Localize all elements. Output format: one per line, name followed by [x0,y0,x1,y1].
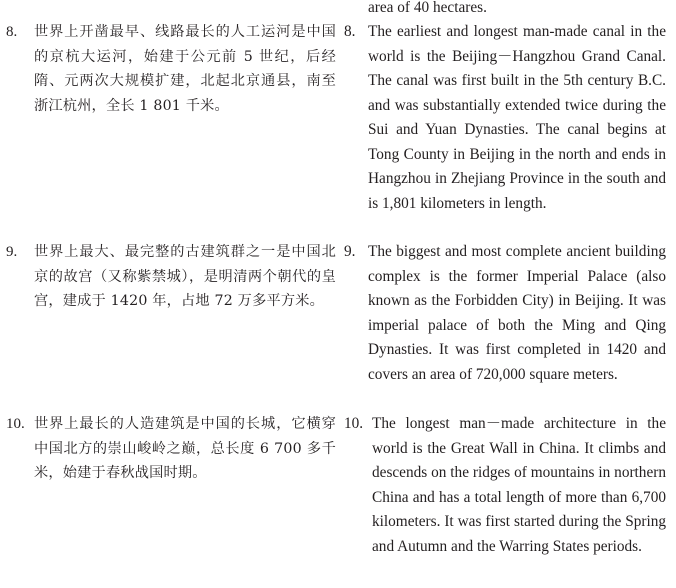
chinese-text: 世界上开凿最早、线路最长的人工运河是中国的京杭大运河，始建于公元前 5 世纪，后经隋、元两次大规模扩建，北起北京通县，南至浙江杭州，全长 1 801 千米。 [34,24,336,114]
english-paragraph [344,240,666,387]
item-number: 9. [6,244,18,260]
item-number: 10. [6,416,25,432]
chinese-text: 世界上最大、最完整的古建筑群之一是中国北京的故宫（又称紫禁城），是明清两个朝代的皇宫，建成于 1420 年，占地 72 万多平方米。 [34,244,336,309]
carryover-text: area of 40 hectares. [368,0,487,16]
chinese-paragraph [6,412,336,486]
chinese-text: 世界上最长的人造建筑是中国的长城，它横穿中国北方的崇山峻岭之巅，总长度 6 700 多千米，始建于春秋战国时期。 [34,416,336,481]
item-number: 8. [6,24,18,40]
english-paragraph [344,412,666,559]
english-paragraph [344,20,666,216]
item-number: 8. [344,23,356,40]
chinese-paragraph [6,240,336,314]
item-number: 10. [344,415,364,432]
item-number: 9. [344,243,356,260]
english-text: The earliest and longest man-made canal in the world is the Beijing－Hangzhou Grand Canal. The canal was first built in the 5th century B.C. and was substantially extended twice during the Sui and Yuan Dynasties. The canal begins at Tong County in Beijing in the north and ends in Hangzhou in Zhejiang Province in the south and is 1,801 kilometers in length. [368,23,666,212]
english-text: The longest man－made architecture in the world is the Great Wall in China. It climbs and descends on the ridges of mountains in northern China and has a total length of more than 6,700 kilometers. It was first started during the Spring and Autumn and the Warring States periods. [372,415,666,555]
english-text: The biggest and most complete ancient building complex is the former Imperial Palace (also known as the Forbidden City) in Beijing. It was imperial palace of both the Ming and Qing Dynasties. It was first completed in 1420 and covers an area of 720,000 square meters. [368,243,666,383]
chinese-paragraph [6,20,336,118]
